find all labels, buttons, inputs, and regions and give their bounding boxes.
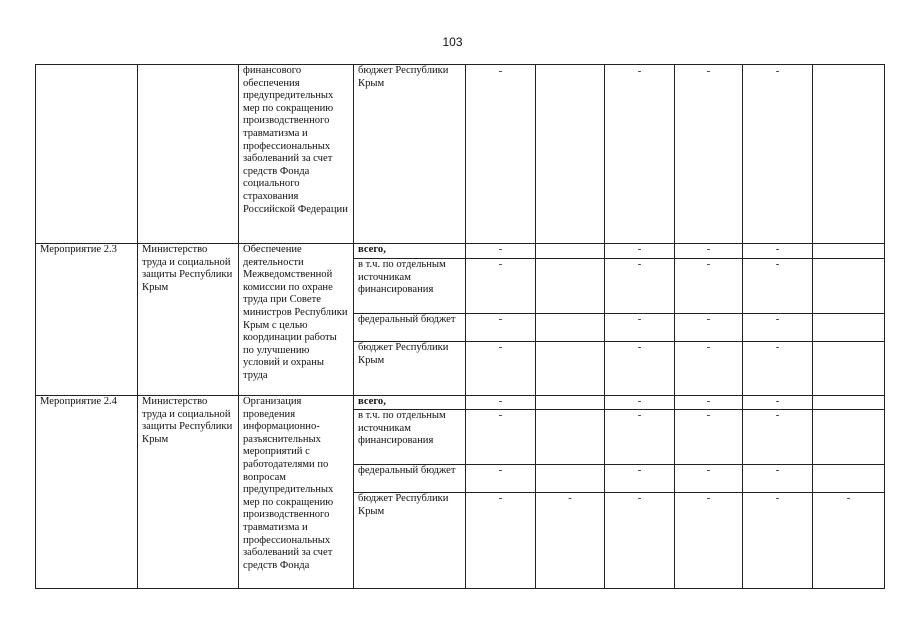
- funding-source-cell: в т.ч. по отдельным источникам финансирования: [354, 259, 466, 314]
- value-cell: -: [466, 396, 536, 410]
- table-row: [36, 244, 885, 259]
- value-cell: -: [466, 410, 536, 465]
- value-cell: -: [605, 342, 675, 396]
- value-cell: -: [605, 314, 675, 342]
- value-cell: [813, 65, 885, 244]
- value-cell: -: [675, 244, 743, 259]
- executor-cell: Министерство труда и социальной защиты Республики Крым: [138, 396, 239, 589]
- measure-id-cell: Мероприятие 2.4: [36, 396, 138, 589]
- value-cell: -: [466, 259, 536, 314]
- value-cell: [536, 65, 605, 244]
- value-cell: -: [743, 410, 813, 465]
- value-cell: -: [605, 465, 675, 493]
- value-cell: -: [675, 314, 743, 342]
- funding-source-cell: бюджет Республики Крым: [354, 65, 466, 244]
- table-row: [36, 396, 885, 410]
- value-cell: -: [675, 259, 743, 314]
- value-cell: -: [743, 259, 813, 314]
- value-cell: -: [605, 259, 675, 314]
- funding-source-cell: в т.ч. по отдельным источникам финансирования: [354, 410, 466, 465]
- value-cell: [813, 465, 885, 493]
- value-cell: -: [466, 314, 536, 342]
- value-cell: -: [605, 396, 675, 410]
- value-cell: -: [605, 493, 675, 589]
- table-row-continuation: [36, 65, 885, 244]
- value-cell: -: [743, 493, 813, 589]
- value-cell: [536, 410, 605, 465]
- description-cell: финансового обеспечения предупредительных мер по сокращению производственного травматизма и профессиональных заболеваний за счет средств Фонда социального страхования Российской Федерации: [239, 65, 354, 244]
- funding-source-cell: федеральный бюджет: [354, 314, 466, 342]
- value-cell: [813, 314, 885, 342]
- funding-source-cell: всего,: [354, 396, 466, 410]
- value-cell: -: [675, 65, 743, 244]
- value-cell: -: [743, 396, 813, 410]
- funding-source-cell: всего,: [354, 244, 466, 259]
- value-cell: [536, 342, 605, 396]
- description-cell: Обеспечение деятельности Межведомственной комиссии по охране труда при Совете министров Республики Крым с целью координации работы по улучшению условий и охраны труда: [239, 244, 354, 396]
- page-number: 103: [442, 35, 463, 49]
- value-cell: -: [743, 342, 813, 396]
- value-cell: [813, 244, 885, 259]
- measure-id-cell: Мероприятие 2.3: [36, 244, 138, 396]
- value-cell: -: [466, 342, 536, 396]
- value-cell: -: [675, 410, 743, 465]
- funding-source-cell: федеральный бюджет: [354, 465, 466, 493]
- value-cell: [536, 396, 605, 410]
- value-cell: -: [605, 410, 675, 465]
- value-cell: -: [466, 465, 536, 493]
- value-cell: -: [605, 65, 675, 244]
- value-cell: -: [675, 342, 743, 396]
- value-cell: -: [536, 493, 605, 589]
- funding-source-cell: бюджет Республики Крым: [354, 493, 466, 589]
- value-cell: [536, 465, 605, 493]
- value-cell: [536, 314, 605, 342]
- value-cell: [813, 342, 885, 396]
- value-cell: [813, 410, 885, 465]
- value-cell: -: [605, 244, 675, 259]
- value-cell: -: [466, 244, 536, 259]
- value-cell: -: [675, 465, 743, 493]
- value-cell: -: [743, 465, 813, 493]
- value-cell: [813, 259, 885, 314]
- value-cell: -: [466, 493, 536, 589]
- value-cell: -: [675, 493, 743, 589]
- value-cell: -: [743, 314, 813, 342]
- value-cell: -: [675, 396, 743, 410]
- description-cell: Организация проведения информационно-разъяснительных мероприятий с работодателями по вопросам предупредительных мер по сокращению производственного травматизма и профессиональных заболеваний за счет средств Фонда: [239, 396, 354, 589]
- value-cell: -: [466, 65, 536, 244]
- value-cell: -: [813, 493, 885, 589]
- value-cell: -: [743, 65, 813, 244]
- measure-cell: [36, 65, 138, 244]
- funding-source-cell: бюджет Республики Крым: [354, 342, 466, 396]
- value-cell: [813, 396, 885, 410]
- financing-table: [35, 64, 885, 589]
- value-cell: -: [743, 244, 813, 259]
- executor-cell: Министерство труда и социальной защиты Республики Крым: [138, 244, 239, 396]
- value-cell: [536, 244, 605, 259]
- executor-cell: [138, 65, 239, 244]
- value-cell: [536, 259, 605, 314]
